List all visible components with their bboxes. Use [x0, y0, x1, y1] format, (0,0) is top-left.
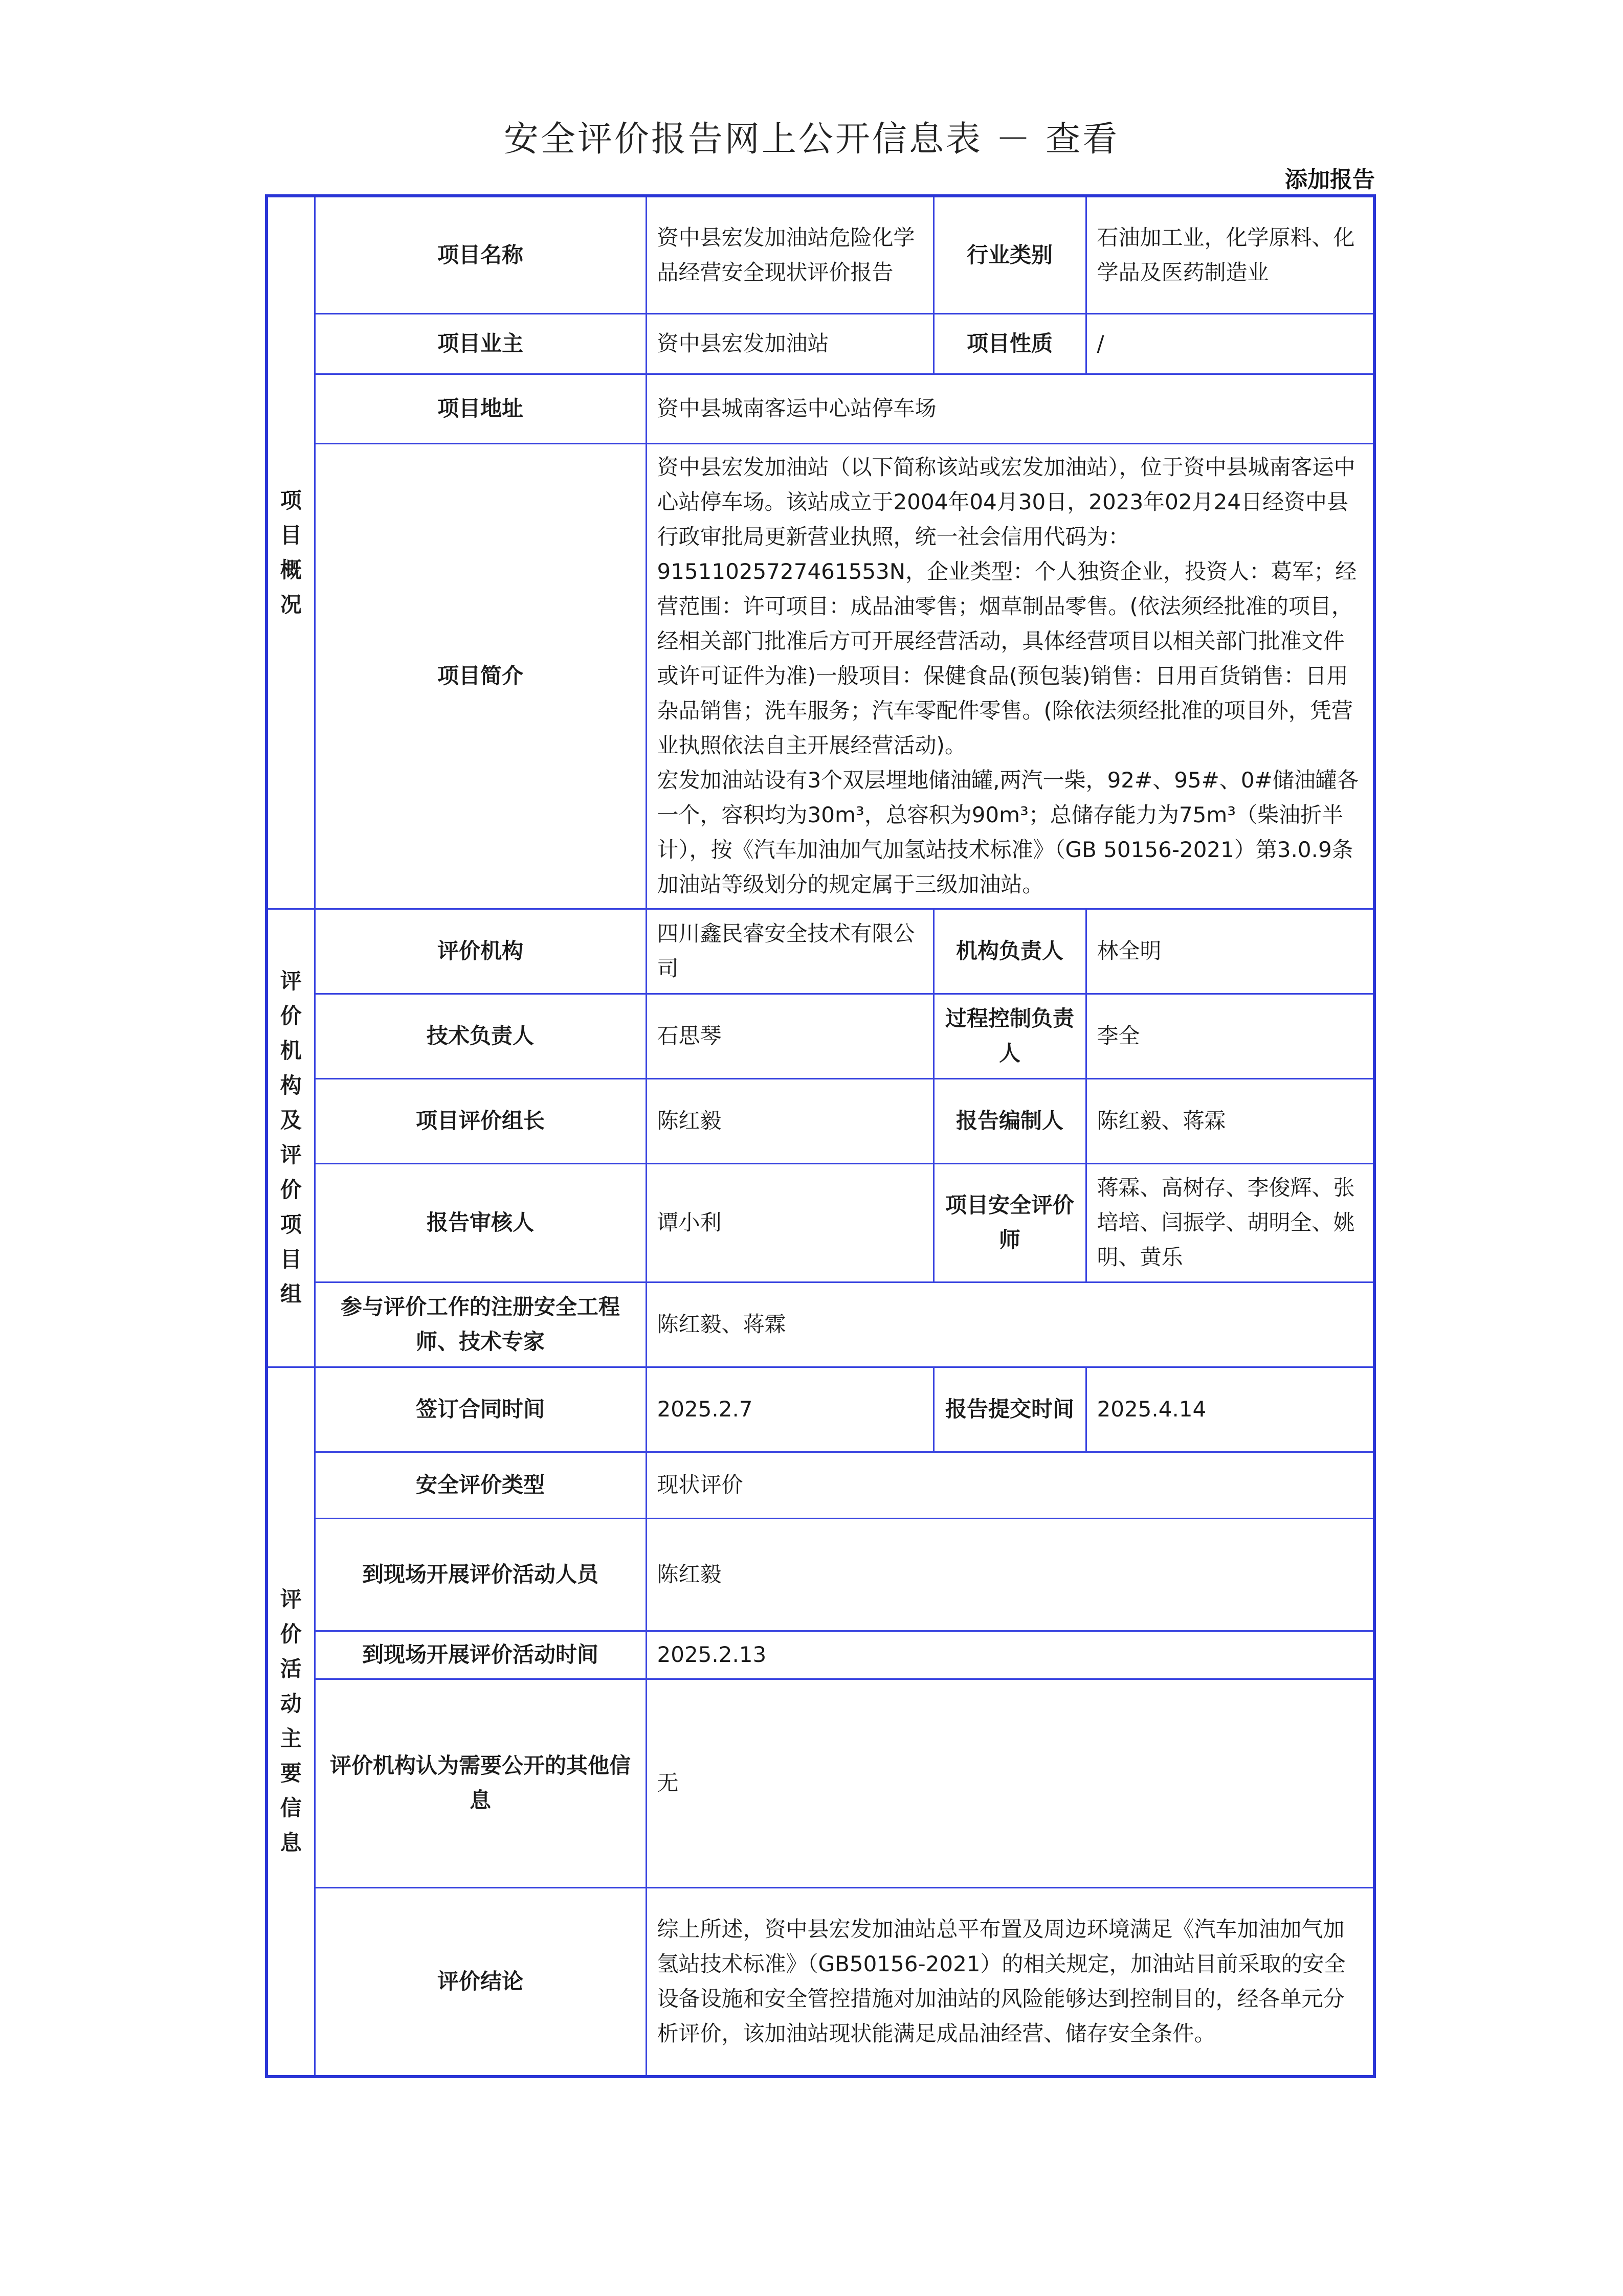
- onsite-time-value: 2025.2.13: [646, 1631, 1374, 1679]
- compiler-value: 陈红毅、蒋霖: [1086, 1078, 1374, 1163]
- engineers-value: 陈红毅、蒋霖: [646, 1282, 1374, 1367]
- row-intro: [266, 443, 1374, 909]
- address-value: 资中县城南客运中心站停车场: [646, 374, 1374, 443]
- submit-time-label: 报告提交时间: [933, 1367, 1086, 1452]
- row-project-name: [266, 196, 1374, 313]
- process-head-value: 李全: [1086, 994, 1374, 1078]
- row-engineers: [266, 1282, 1374, 1367]
- agency-head-value: 林全明: [1086, 909, 1374, 994]
- owner-value: 资中县宏发加油站: [646, 313, 933, 374]
- conclusion-label: 评价结论: [315, 1887, 646, 2077]
- row-other-info: [266, 1679, 1374, 1887]
- industry-label: 行业类别: [933, 196, 1086, 313]
- submit-time-value: 2025.4.14: [1086, 1367, 1374, 1452]
- row-contract-time: [266, 1367, 1374, 1452]
- row-onsite-time: [266, 1631, 1374, 1679]
- agency-head-label: 机构负责人: [933, 909, 1086, 994]
- engineers-label: 参与评价工作的注册安全工程师、技术专家: [315, 1282, 646, 1367]
- page-title: 安全评价报告网上公开信息表 － 查看: [503, 119, 1120, 160]
- onsite-people-label: 到现场开展评价活动人员: [315, 1518, 646, 1631]
- intro-paragraph-2: 宏发加油站设有3个双层埋地储油罐,两汽一柴，92#、95#、0#储油罐各一个，容积均为30m³，总容积为90m³；总储存能力为75m³（柴油折半计），按《汽车加油加气加氢站技术标准》（GB 50156-2021）第3.0.9条加油站等级划分的规定属于三级加油站。: [657, 768, 1359, 897]
- team-leader-label: 项目评价组长: [315, 1078, 646, 1163]
- eval-type-value: 现状评价: [646, 1452, 1374, 1518]
- row-tech-head: [266, 994, 1374, 1078]
- reviewer-label: 报告审核人: [315, 1163, 646, 1282]
- compiler-label: 报告编制人: [933, 1078, 1086, 1163]
- row-owner: [266, 313, 1374, 374]
- onsite-people-value: 陈红毅: [646, 1518, 1374, 1631]
- assessors-label: 项目安全评价师: [933, 1163, 1086, 1282]
- industry-value: 石油加工业，化学原料、化学品及医药制造业: [1086, 196, 1374, 313]
- nature-label: 项目性质: [933, 313, 1086, 374]
- conclusion-value: 综上所述，资中县宏发加油站总平布置及周边环境满足《汽车加油加气加氢站技术标准》（GB50156-2021）的相关规定，加油站目前采取的安全设备设施和安全管控措施对加油站的风险能够达到控制目的，经各单元分析评价，该加油站现状能满足成品油经营、储存安全条件。: [646, 1887, 1374, 2077]
- tech-head-value: 石思琴: [646, 994, 933, 1078]
- other-info-label: 评价机构认为需要公开的其他信息: [315, 1679, 646, 1887]
- assessors-value: 蒋霖、高树存、李俊辉、张培培、闫振学、胡明全、姚明、黄乐: [1086, 1163, 1374, 1282]
- section-activity: 评价活动主要信息: [266, 1367, 315, 2077]
- intro-paragraph-1: 资中县宏发加油站（以下简称该站或宏发加油站），位于资中县城南客运中心站停车场。该站成立于2004年04月30日，2023年02月24日经资中县行政审批局更新营业执照，统一社会信用代码为：91511025727461553N，企业类型：个人独资企业，投资人：葛军；经营范围：许可项目：成品油零售；烟草制品零售。(依法须经批准的项目，经相关部门批准后方可开展经营活动，具体经营项目以相关部门批准文件或许可证件为准)一般项目：保健食品(预包装)销售：日用百货销售：日用杂品销售；洗车服务；汽车零配件零售。(除依法须经批准的项目外，凭营业执照依法自主开展经营活动)。: [657, 455, 1357, 758]
- other-info-value: 无: [646, 1679, 1374, 1887]
- add-report-link[interactable]: 添加报告: [1285, 167, 1375, 193]
- section-org: 评价机构及评价项目组: [266, 909, 315, 1367]
- info-table: [265, 194, 1376, 2078]
- row-address: [266, 374, 1374, 443]
- row-eval-type: [266, 1452, 1374, 1518]
- address-label: 项目地址: [315, 374, 646, 443]
- nature-value: /: [1086, 313, 1374, 374]
- reviewer-value: 谭小利: [646, 1163, 933, 1282]
- onsite-time-label: 到现场开展评价活动时间: [315, 1631, 646, 1679]
- tech-head-label: 技术负责人: [315, 994, 646, 1078]
- row-onsite-people: [266, 1518, 1374, 1631]
- intro-value: [646, 443, 1374, 909]
- intro-label: 项目简介: [315, 443, 646, 909]
- row-conclusion: [266, 1887, 1374, 2077]
- agency-value: 四川鑫民睿安全技术有限公司: [646, 909, 933, 994]
- team-leader-value: 陈红毅: [646, 1078, 933, 1163]
- agency-label: 评价机构: [315, 909, 646, 994]
- section-overview: 项目概况: [266, 196, 315, 909]
- project-name-label: 项目名称: [315, 196, 646, 313]
- owner-label: 项目业主: [315, 313, 646, 374]
- contract-time-label: 签订合同时间: [315, 1367, 646, 1452]
- row-reviewer: [266, 1163, 1374, 1282]
- project-name-value: 资中县宏发加油站危险化学品经营安全现状评价报告: [646, 196, 933, 313]
- row-team-leader: [266, 1078, 1374, 1163]
- contract-time-value: 2025.2.7: [646, 1367, 933, 1452]
- row-agency: [266, 909, 1374, 994]
- process-head-label: 过程控制负责人: [933, 994, 1086, 1078]
- eval-type-label: 安全评价类型: [315, 1452, 646, 1518]
